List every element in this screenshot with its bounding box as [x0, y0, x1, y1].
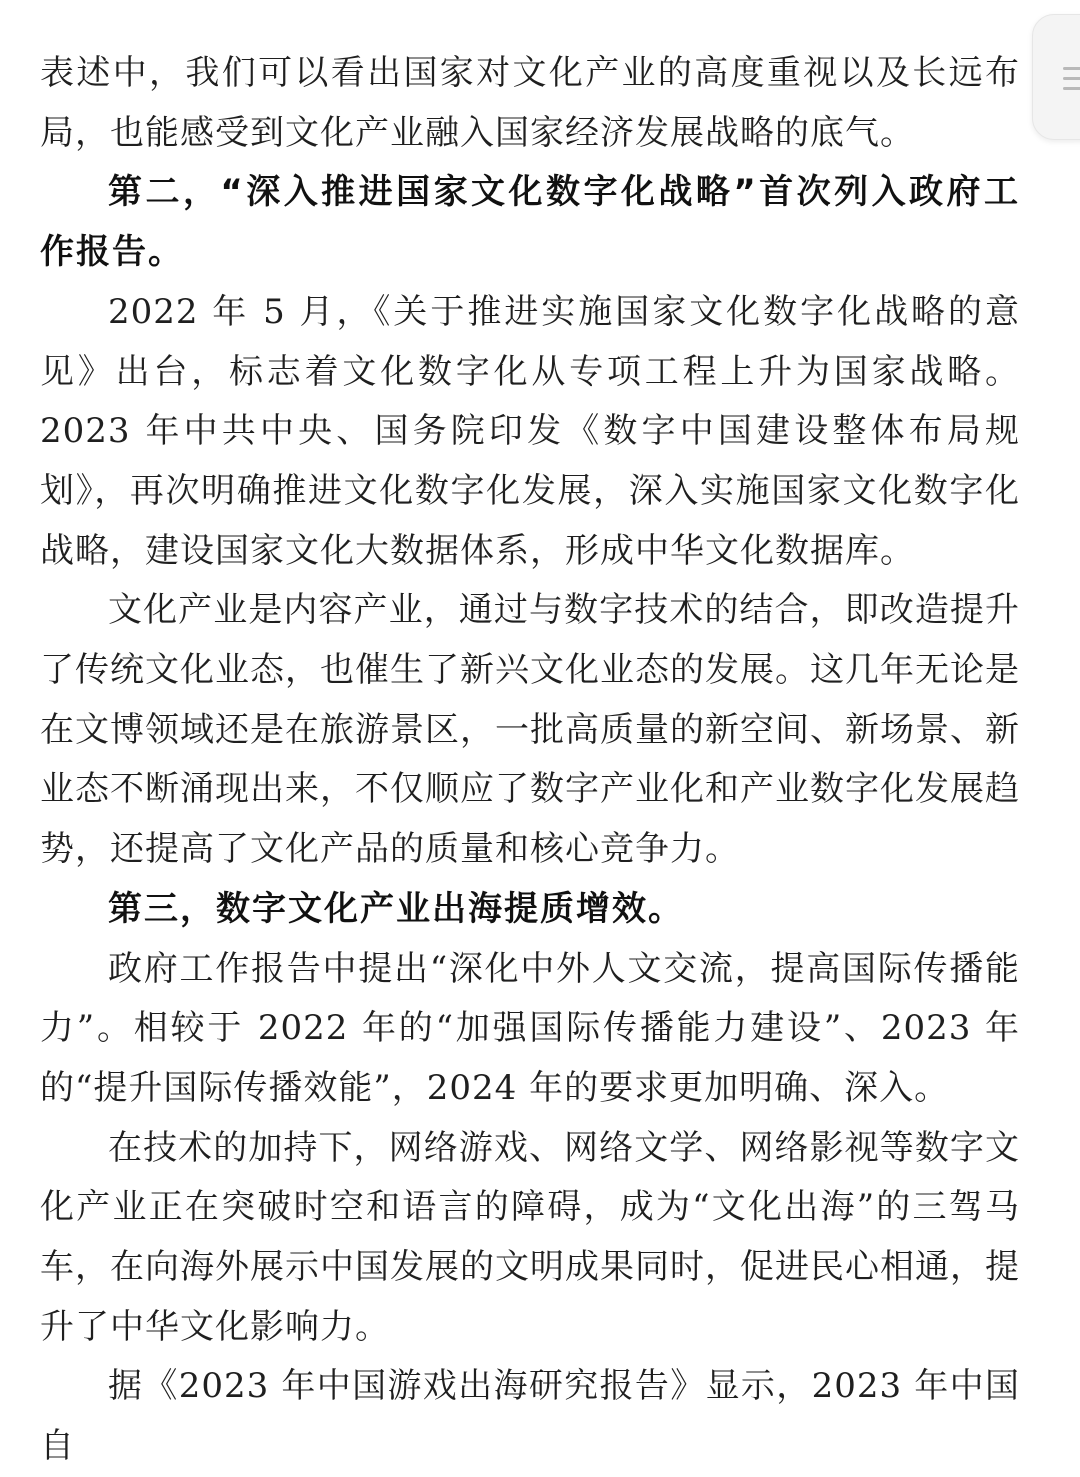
- paragraph-content-industry: 文化产业是内容产业，通过与数字技术的结合，即改造提升了传统文化业态，也催生了新兴文化业态的发展。这几年无论是在文博领域还是在旅游景区，一批高质量的新空间、新场景、新业态不断涌现出来，不仅顺应了数字产业化和产业数字化发展趋势，还提高了文化产品的质量和核心竞争力。: [40, 590, 1020, 870]
- paragraph-culture-going-global: 在技术的加持下，网络游戏、网络文学、网络影视等数字文化产业正在突破时空和语言的障碍，成为“文化出海”的三驾马车，在向海外展示中国发展的文明成果同时，促进民心相通，提升了中华文化影响力。: [40, 1127, 1020, 1347]
- section-heading-third: 第三，数字文化产业出海提质增效。: [108, 888, 684, 929]
- paragraph-intro-continuation: 表述中，我们可以看出国家对文化产业的高度重视以及长远布局，也能感受到文化产业融入国家经济发展战略的底气。: [40, 53, 1020, 153]
- paragraph-international-communication: 政府工作报告中提出“深化中外人文交流，提高国际传播能力”。相较于 2022 年的“加强国际传播能力建设”、2023 年的“提升国际传播效能”，2024 年的要求更加明确、深入。: [40, 948, 1020, 1108]
- document-page: [40, 44, 1020, 1477]
- paragraph-game-report: 据《2023 年中国游戏出海研究报告》显示，2023 年中国自: [40, 1366, 1020, 1467]
- floating-menu-handle[interactable]: [1032, 14, 1080, 140]
- section-heading-second: 第二，“深入推进国家文化数字化战略”首次列入政府工作报告。: [40, 172, 1020, 273]
- paragraph-digital-strategy: 2022 年 5 月，《关于推进实施国家文化数字化战略的意见》出台，标志着文化数字化从专项工程上升为国家战略。2023 年中共中央、国务院印发《数字中国建设整体布局规划》，再次明确推进文化数字化发展，深入实施国家文化数字化战略，建设国家文化大数据体系，形成中华文化数据库。: [40, 291, 1020, 571]
